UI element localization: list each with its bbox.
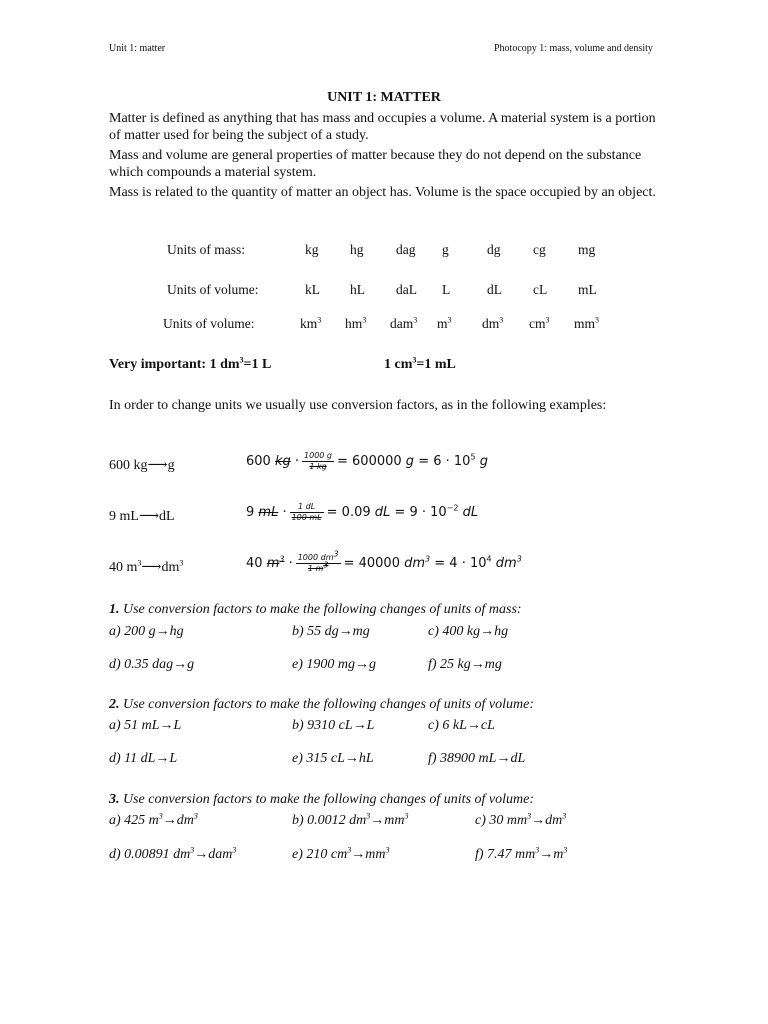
exercise-3-item-f: f) 7.47 $mm^3\to m^3$: [475, 845, 568, 862]
exercise-2-item-b: b) 9310 cL→L: [292, 718, 375, 733]
unit-volume-dam3: dam$^3$: [390, 315, 418, 331]
exercise-2-item-d: d) 11 dL→L: [109, 751, 178, 766]
unit-mass-hg: hg: [350, 242, 364, 257]
exercise-3-item-b: b) 0.0012 $dm^3\to mm^3$: [292, 811, 409, 828]
example-2-label: 9 mL⟶dL: [109, 509, 175, 524]
unit-volume-daL: daL: [396, 282, 417, 297]
unit-mass-cg: cg: [533, 242, 546, 257]
exercise-1-item-a: a) 200 g→hg: [109, 624, 184, 639]
exercise-2-item-f: f) 38900 mL→dL: [428, 751, 526, 766]
units-volume-cubic-label: Units of volume:: [163, 316, 255, 331]
unit-mass-g: g: [442, 242, 449, 257]
unit-volume-mL: mL: [578, 282, 597, 297]
exercise-3-heading: 3. Use conversion factors to make the following changes of units of volume:: [109, 792, 534, 807]
unit-mass-mg: mg: [578, 242, 596, 257]
exercise-1-item-c: c) 400 kg→hg: [428, 624, 509, 639]
example-3-label: 40 $m^3⟶dm^3$: [109, 558, 184, 575]
unit-volume-hL: hL: [350, 282, 365, 297]
exercise-3-item-c: c) 30 $mm^3\to dm^3$: [475, 811, 567, 828]
unit-volume-dm3: $dm^3$: [482, 315, 504, 331]
exercise-2-item-c: c) 6 kL→cL: [428, 718, 495, 733]
exercise-2-heading: 2. Use conversion factors to make the following changes of units of volume:: [109, 697, 534, 712]
example-3-equation: 40 $m^3$ · $\frac{1000 dm^3}{1 m^3}$ = 40000 $dm^3 = 4 \cdot 10^4$ $dm^3$: [246, 549, 522, 573]
unit-mass-dg: dg: [487, 242, 501, 257]
unit-mass-kg: kg: [305, 242, 319, 257]
example-1-label: 600 kg⟶g: [109, 458, 175, 473]
conversion-intro: In order to change units we usually use conversion factors, as in the following examples:: [109, 398, 607, 413]
exercise-3-item-d: d) 0.00891 $dm^3\to dam^3$: [109, 845, 237, 862]
paragraph-general-properties: Mass and volume are general properties of matter because they do not depend on the substance which compounds a material system.: [109, 148, 642, 180]
unit-volume-kL: kL: [305, 282, 320, 297]
example-2-equation: 9 mL · $\frac{1 dL}{100 mL}$ = 0.09 dL = $9 \cdot 10^{-2}$ dL: [246, 502, 479, 522]
unit-volume-mm3: $mm^3$: [574, 315, 600, 331]
exercise-2-item-e: e) 315 cL→hL: [292, 751, 374, 766]
units-volume-label: Units of volume:: [167, 282, 259, 297]
unit-volume-m3: $m^3$: [437, 315, 452, 331]
important-note: Very important: 1 $dm^3=1$ L: [109, 355, 272, 372]
unit-volume-hm3: $hm^3$: [345, 315, 367, 331]
exercise-2-item-a: a) 51 mL→L: [109, 718, 182, 733]
unit-volume-cL: cL: [533, 282, 548, 297]
unit-volume-dL: dL: [487, 282, 502, 297]
header-left: Unit 1: matter: [109, 43, 166, 54]
exercise-1-heading: 1. Use conversion factors to make the following changes of units of mass:: [109, 602, 522, 617]
header-right: Photocopy 1: mass, volume and density: [494, 43, 653, 54]
exercise-3-item-e: e) 210 $cm^3\to mm^3$: [292, 845, 390, 862]
paragraph-mass-volume: Mass is related to the quantity of matter an object has. Volume is the space occupied by an object.: [109, 185, 656, 200]
exercise-3-item-a: a) 425 $m^3\to dm^3$: [109, 811, 198, 828]
exercise-1-item-d: d) 0.35 dag→g: [109, 657, 195, 672]
page-title: UNIT 1: MATTER: [327, 90, 441, 105]
unit-volume-L: L: [442, 282, 451, 297]
unit-volume-cm3: $cm^3$: [529, 315, 550, 331]
units-mass-label: Units of mass:: [167, 242, 246, 257]
important-note-cm3: 1 $cm^3=1$ mL: [384, 355, 456, 372]
unit-mass-dag: dag: [396, 242, 416, 257]
exercise-1-item-b: b) 55 dg→mg: [292, 624, 370, 639]
exercise-1-item-f: f) 25 kg→mg: [428, 657, 502, 672]
unit-volume-km3: $km^3$: [300, 315, 322, 331]
example-1-equation: 600 kg · $\frac{1000 g}{1 kg}$ = 600000 $g = 6 \cdot 10^5$ g: [246, 451, 488, 471]
paragraph-matter-definition: Matter is defined as anything that has mass and occupies a volume. A material system is a portion of matter used for being the subject of a study.: [109, 111, 656, 143]
exercise-1-item-e: e) 1900 mg→g: [292, 657, 376, 672]
